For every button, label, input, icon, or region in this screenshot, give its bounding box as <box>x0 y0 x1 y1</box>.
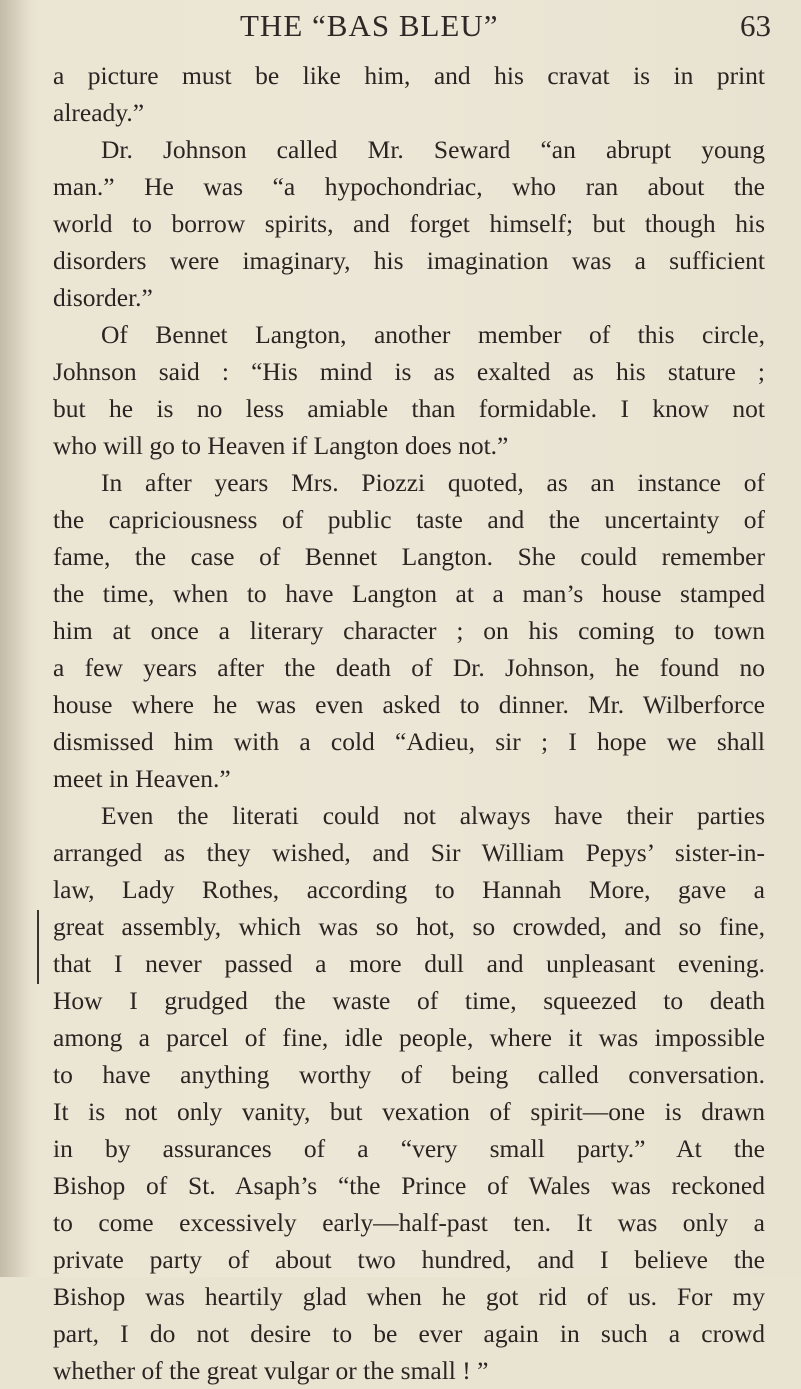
text-line: a few years after the death of Dr. Johnson, he found no <box>53 653 765 682</box>
page-number: 63 <box>740 8 771 43</box>
text-line: great assembly, which was so hot, so crowded, and so fine, <box>53 912 765 941</box>
text-line: man.” He was “a hypochondriac, who ran about the <box>53 172 765 201</box>
text-line: In after years Mrs. Piozzi quoted, as an instance of <box>101 468 765 497</box>
text-line: the capriciousness of public taste and the uncertainty of <box>53 505 765 534</box>
text-line: fame, the case of Bennet Langton. She could remember <box>53 542 765 571</box>
text-line: who will go to Heaven if Langton does not.” <box>53 431 509 460</box>
text-line: house where he was even asked to dinner. Mr. Wilberforce <box>53 690 765 719</box>
gutter-shadow <box>0 0 30 1277</box>
text-line: private party of about two hundred, and I believe the <box>53 1245 765 1274</box>
text-line: meet in Heaven.” <box>53 764 231 793</box>
text-line: him at once a literary character ; on his coming to town <box>53 616 765 645</box>
text-line: among a parcel of fine, idle people, where it was impossible <box>53 1023 765 1052</box>
text-line: but he is no less amiable than formidable. I know not <box>53 394 765 423</box>
text-line: part, I do not desire to be ever again in such a crowd <box>53 1319 765 1348</box>
text-line: in by assurances of a “very small party.” At the <box>53 1134 765 1163</box>
page-header <box>0 8 801 48</box>
text-line: a picture must be like him, and his cravat is in print <box>53 61 765 90</box>
text-line: the time, when to have Langton at a man’s house stamped <box>53 579 765 608</box>
text-line: Even the literati could not always have their parties <box>101 801 765 830</box>
text-line: world to borrow spirits, and forget himself; but though his <box>53 209 765 238</box>
text-line: arranged as they wished, and Sir William Pepys’ sister-in- <box>53 838 765 867</box>
text-line: already.” <box>53 98 145 127</box>
text-line: law, Lady Rothes, according to Hannah More, gave a <box>53 875 765 904</box>
text-line: Johnson said : “His mind is as exalted as his stature ; <box>53 357 765 386</box>
text-line: dismissed him with a cold “Adieu, sir ; I hope we shall <box>53 727 765 756</box>
text-line: Of Bennet Langton, another member of this circle, <box>101 320 765 349</box>
text-line: It is not only vanity, but vexation of spirit—one is drawn <box>53 1097 765 1126</box>
text-line: Dr. Johnson called Mr. Seward “an abrupt young <box>101 135 765 164</box>
text-line: to have anything worthy of being called conversation. <box>53 1060 765 1089</box>
body-text <box>53 57 765 1389</box>
text-line: whether of the great vulgar or the small ! ” <box>53 1356 489 1385</box>
running-title: THE “BAS BLEU” <box>240 8 499 43</box>
margin-mark <box>37 910 39 984</box>
text-line: disorders were imaginary, his imagination was a sufficient <box>53 246 765 275</box>
text-line: that I never passed a more dull and unpleasant evening. <box>53 949 765 978</box>
text-line: How I grudged the waste of time, squeezed to death <box>53 986 765 1015</box>
text-line: Bishop was heartily glad when he got rid of us. For my <box>53 1282 765 1311</box>
text-line: disorder.” <box>53 283 153 312</box>
text-line: Bishop of St. Asaph’s “the Prince of Wales was reckoned <box>53 1171 765 1200</box>
text-line: to come excessively early—half-past ten. It was only a <box>53 1208 765 1237</box>
